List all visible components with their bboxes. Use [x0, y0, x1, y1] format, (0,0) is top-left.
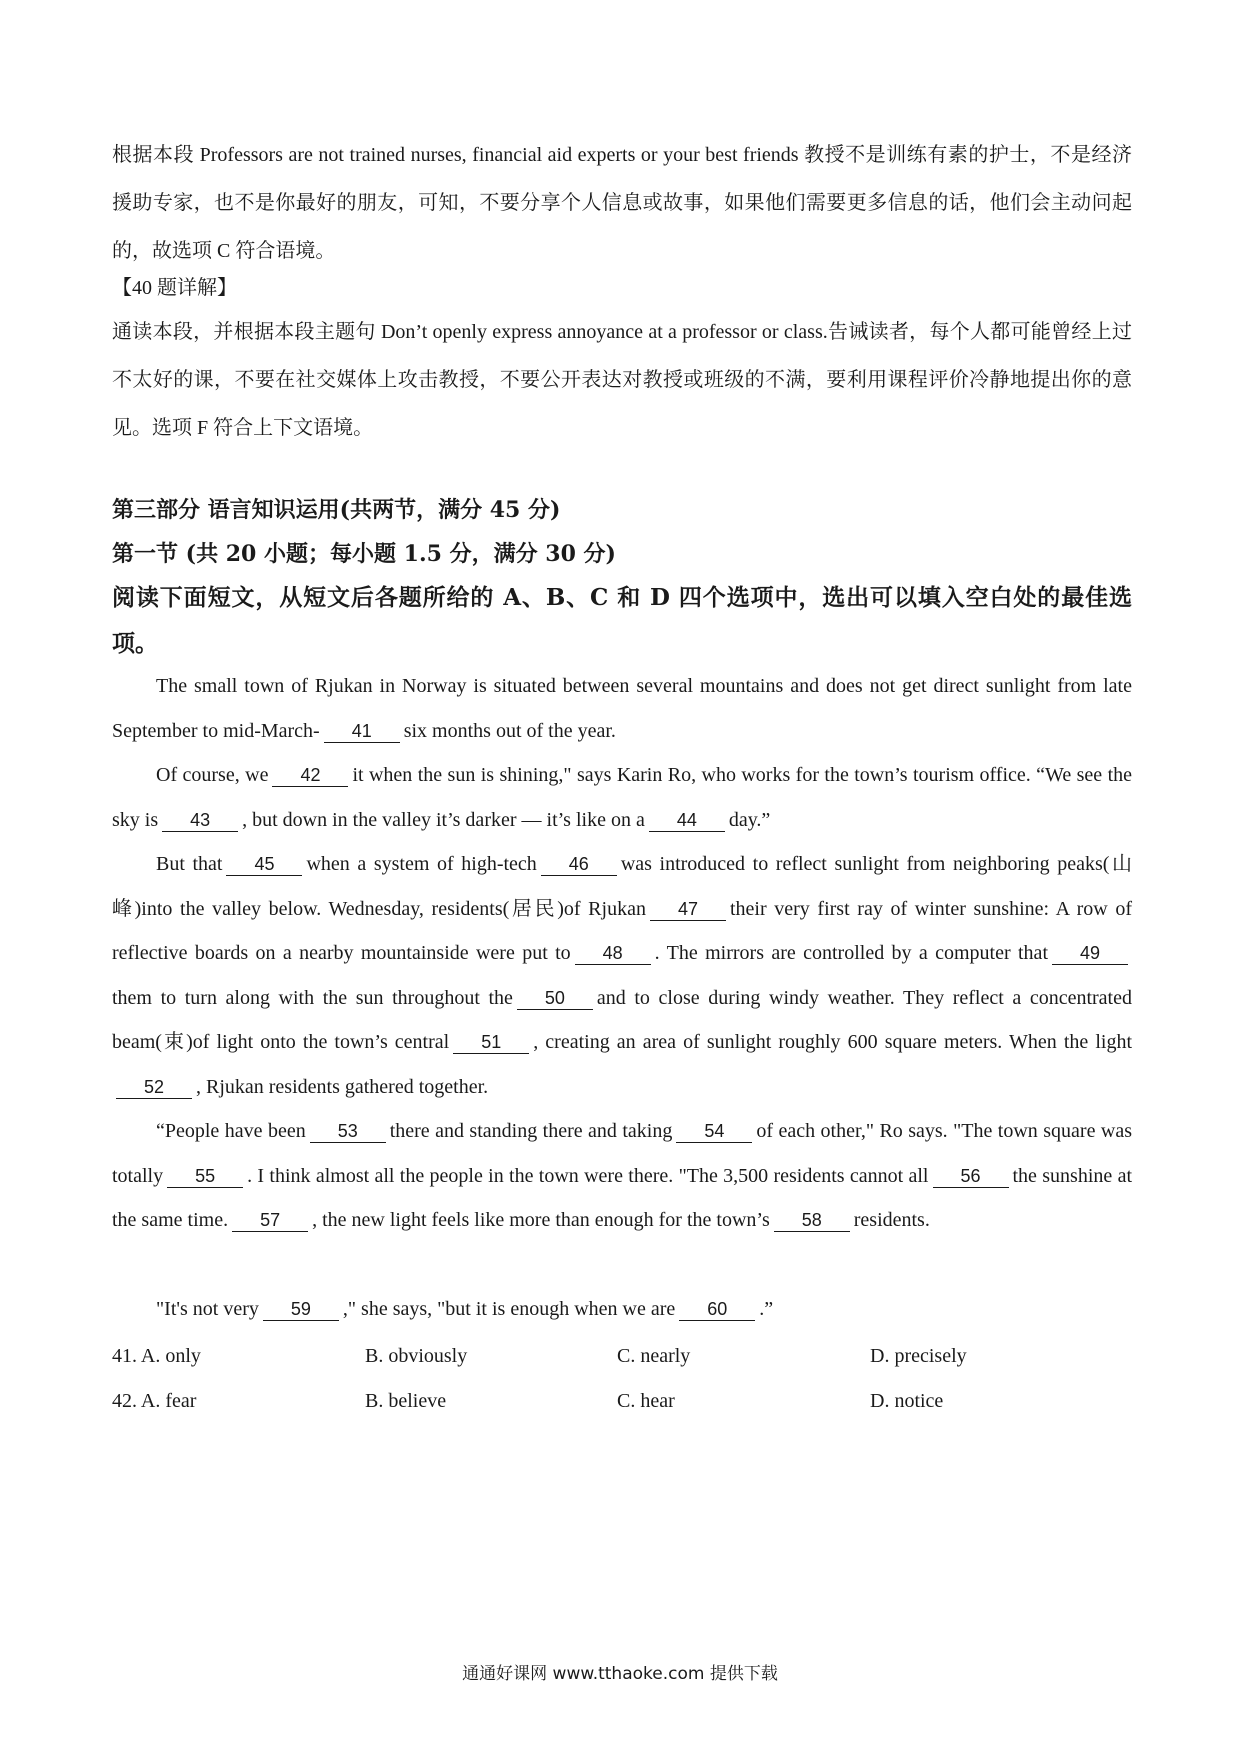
option-41-b[interactable]: B. obviously — [365, 1345, 468, 1367]
blank-44: 44 — [649, 809, 725, 832]
passage-text: , Rjukan residents gathered together. — [196, 1075, 489, 1098]
blank-52: 52 — [116, 1076, 192, 1099]
blank-46: 46 — [541, 853, 617, 876]
passage-text: “People have been — [156, 1120, 306, 1142]
option-42-d[interactable]: D. notice — [870, 1390, 944, 1412]
passage-text: it when the sun is shining," says Karin Ro, who works for the town’s tourism office. “We see the sky is — [112, 764, 1132, 831]
blank-49: 49 — [1052, 942, 1128, 965]
passage-text: , but down in the valley it’s darker — it’s like on a — [242, 808, 645, 831]
option-41-c[interactable]: C. nearly — [617, 1345, 691, 1367]
part-three-title: 第三部分 语言知识运用(共两节，满分 45 分) — [112, 497, 561, 523]
passage-text: their very first ray of winter sunshine: A row of reflective boards on a nearby mountainside were put to — [112, 897, 1132, 964]
option-41-d[interactable]: D. precisely — [870, 1345, 967, 1367]
q40-heading: 【40 题详解】 — [112, 277, 237, 299]
blank-55: 55 — [167, 1165, 243, 1188]
passage-text: The small town of Rjukan in Norway is situated between several mountains and does not get direct sunlight from late September to mid-March- — [112, 675, 1132, 742]
blank-48: 48 — [575, 942, 651, 965]
instruction-text: 阅读下面短文，从短文后各题所给的 A、B、C 和 D 四个选项中，选出可以填入空白处的最佳选项。 — [112, 584, 1132, 657]
passage-text: . The mirrors are controlled by a computer that — [654, 942, 1048, 964]
passage-paragraph-3 — [112, 842, 1132, 1109]
blank-43: 43 — [162, 809, 238, 832]
blank-50: 50 — [517, 987, 593, 1010]
passage-text: residents. — [853, 1209, 930, 1231]
passage-text: But that — [156, 853, 223, 875]
passage-text: when a system of high-tech — [306, 853, 537, 875]
passage-paragraph-4 — [112, 1109, 1132, 1243]
blank-60: 60 — [679, 1298, 755, 1321]
passage-text: the sunshine at the same time. — [112, 1164, 1133, 1231]
option-42-b[interactable]: B. believe — [365, 1390, 447, 1412]
options-row-41 — [112, 1336, 1132, 1376]
passage-text: of each other," Ro says. "The town square was totally — [112, 1120, 1132, 1187]
passage-paragraph-5 — [112, 1287, 1132, 1332]
blank-47: 47 — [650, 898, 726, 921]
passage-text: day.” — [728, 808, 771, 831]
option-42-a[interactable]: 42. A. fear — [112, 1390, 197, 1412]
blank-59: 59 — [263, 1298, 339, 1321]
passage-text: .” — [759, 1298, 774, 1320]
options-row-42 — [112, 1381, 1132, 1421]
passage-text: there and standing there and taking — [389, 1120, 673, 1142]
blank-58: 58 — [774, 1209, 850, 1232]
passage-text: , the new light feels like more than enough for the town’s — [312, 1209, 770, 1231]
q39-explanation: 根据本段 Professors are not trained nurses, financial aid experts or your best friends 教授不是训练有素的护士，不是经济援助专家，也不是你最好的朋友，可知，不要分享个人信息或故事，如果他们需要更多信息的话，他们会主动问起的，故选项 C 符合语境。 — [112, 144, 1132, 262]
blank-53: 53 — [310, 1120, 386, 1143]
blank-45: 45 — [226, 853, 302, 876]
option-41-a[interactable]: 41. A. only — [112, 1345, 201, 1367]
passage-text: Of course, we — [156, 764, 269, 786]
passage-text: "It's not very — [156, 1298, 259, 1320]
footer-source: 通通好课网 www.tthaoke.com 提供下载 — [462, 1664, 778, 1684]
passage-text: them to turn along with the sun throughout the — [112, 986, 513, 1009]
passage-paragraph-2 — [112, 753, 1132, 842]
passage-paragraph-1 — [112, 664, 1132, 753]
passage-text: was introduced to reflect sunlight from neighboring peaks(山峰)into the valley below. Wednesday, residents(居民)of Rjukan — [112, 853, 1132, 920]
q40-explanation: 通读本段，并根据本段主题句 Don’t openly express annoyance at a professor or class.告诫读者，每个人都可能曾经上过不太好的课，不要在社交媒体上攻击教授，不要公开表达对教授或班级的不满，要利用课程评价冷静地提出你的意见。选项 F 符合上下文语境。 — [112, 321, 1132, 439]
blank-57: 57 — [232, 1209, 308, 1232]
blank-41: 41 — [324, 720, 400, 743]
blank-56: 56 — [933, 1165, 1009, 1188]
blank-51: 51 — [453, 1031, 529, 1054]
passage-text: ," she says, "but it is enough when we are — [342, 1298, 676, 1320]
blank-54: 54 — [676, 1120, 752, 1143]
option-42-c[interactable]: C. hear — [617, 1390, 675, 1412]
passage-text: , creating an area of sunlight roughly 600 square meters. When the light — [533, 1031, 1133, 1053]
passage-text: . I think almost all the people in the town were there. "The 3,500 residents cannot all — [247, 1164, 929, 1187]
section-one-title: 第一节 (共 20 小题；每小题 1.5 分，满分 30 分) — [112, 541, 616, 567]
blank-42: 42 — [272, 764, 348, 787]
passage-text: and to close during windy weather. They reflect a concentrated beam(束)of light onto the town’s central — [112, 986, 1132, 1053]
passage-text: six months out of the year. — [403, 719, 616, 742]
